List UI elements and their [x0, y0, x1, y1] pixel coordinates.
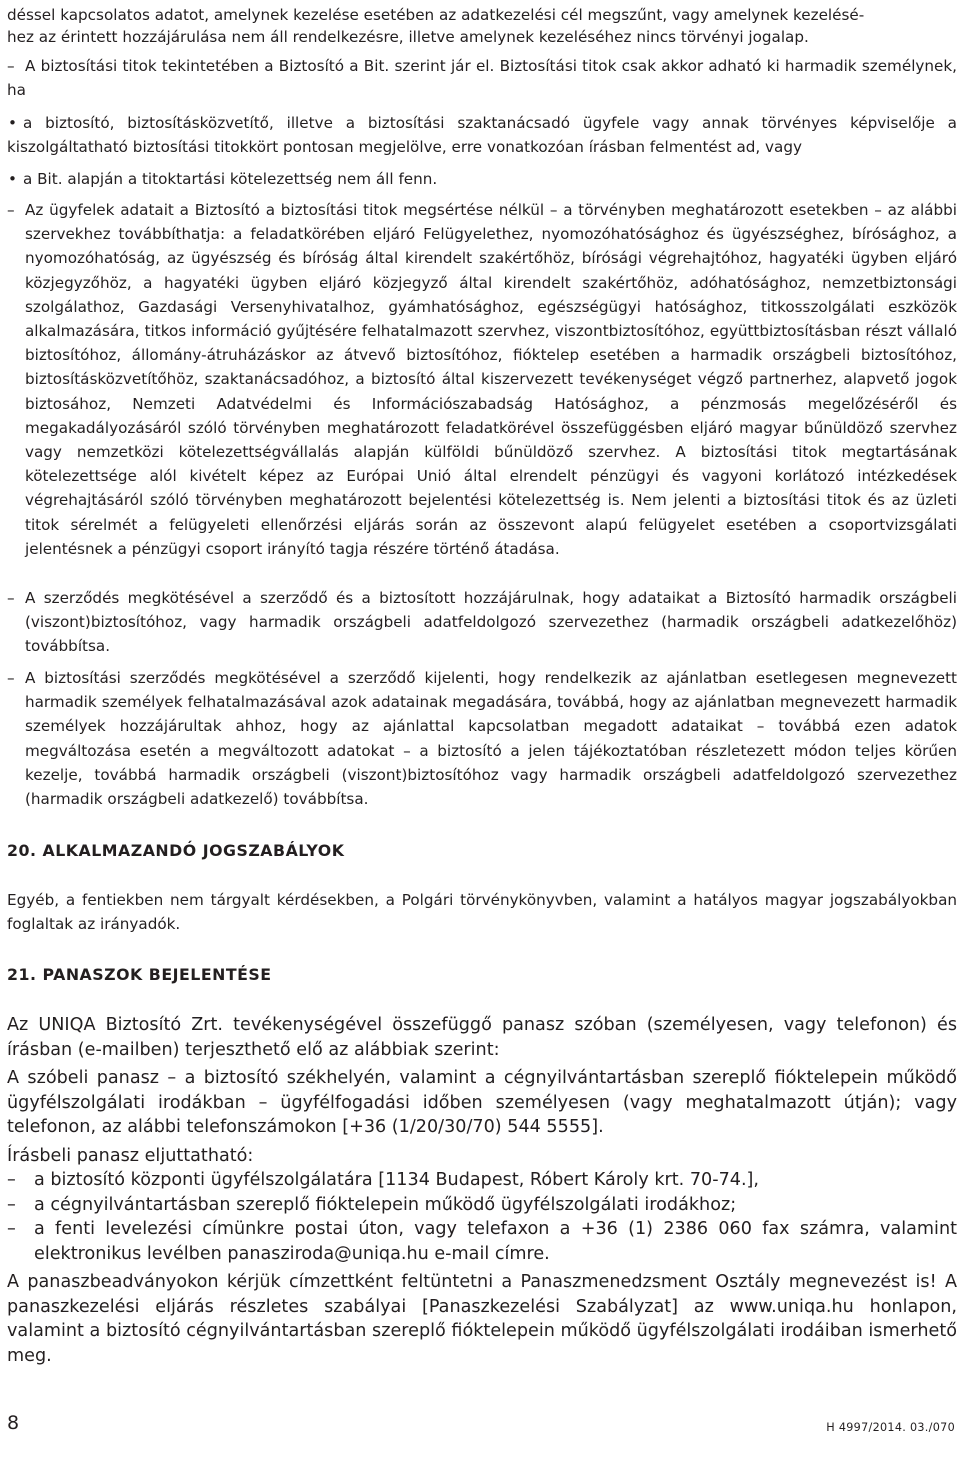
written-item-text: a cégnyilvántartásban szereplő fióktelepein működő ügyfélszolgálati irodákhoz;: [34, 1194, 737, 1215]
intro-line-2: hez az érintett hozzájárulása nem áll rendelkezésre, illetve amelynek kezeléséhez nincs törvényi jogalap.: [7, 28, 809, 46]
secret-bullet-2: [7, 167, 957, 191]
dash-mark: –: [7, 1194, 16, 1215]
written-item-1: [7, 1168, 957, 1193]
transfer-item-3: [7, 666, 957, 811]
written-complaint-label: Írásbeli panasz eljuttatható:: [7, 1145, 254, 1166]
dash-mark: –: [7, 1170, 16, 1190]
bullet-mark: •: [8, 170, 17, 188]
written-item-text: a biztosító központi ügyfélszolgálatára [1134 Budapest, Róbert Károly krt. 70-74.],: [34, 1170, 760, 1190]
dash-mark: –: [7, 201, 15, 219]
written-item-3: [7, 1217, 957, 1266]
transfer-text: A szerződés megkötésével a szerződő és a biztosított hozzájárulnak, hogy adataikat a Biztosító harmadik országbeli (viszont)biztosítóhoz, vagy harmadik országbeli adatfeldolgozó szervezethez (harmadik országbeli adatkezelőhöz) továbbítsa.: [25, 589, 957, 656]
complaints-rules: A panaszbeadványokon kérjük címzettként feltüntetni a Panaszmenedzsment Osztály megnevezést is! A panaszkezelési eljárás részletes szabályai [Panaszkezelési Szabályzat] az www.uniqa.hu honlapon, valamint a biztosító cégnyilvántartásban szereplő fióktelepein működő ügyfélszolgálati irodáiban ismerhető meg.: [7, 1272, 957, 1366]
secret-text: A biztosítási titok tekintetében a Biztosító a Bit. szerint jár el. Biztosítási titok csak akkor adható ki harmadik személynek, ha: [7, 57, 957, 100]
document-code: H 4997/2014. 03./070: [826, 1421, 955, 1434]
bullet-text: a biztosító, biztosításközvetítő, illetve a biztosítási szaktanácsadó ügyfele vagy annak törvényes képviselője a kiszolgáltatható biztosítási titokkört pontosan megjelölve, erre vonatkozóan írásban felmentést ad, vagy: [7, 114, 957, 157]
transfer-item-2: [7, 586, 957, 659]
dash-mark: –: [7, 669, 15, 687]
secret-bullet-1: [7, 111, 957, 159]
intro-line-1: déssel kapcsolatos adatot, amelynek kezelése esetében az adatkezelési cél megszűnt, vagy amelynek kezelésé-: [7, 6, 865, 24]
transfer-item-1: [7, 198, 957, 561]
page-number: 8: [7, 1412, 20, 1434]
dash-mark: –: [7, 1219, 16, 1239]
dash-mark: –: [7, 589, 15, 607]
complaints-body: [7, 1013, 957, 1368]
dash-mark: –: [7, 57, 15, 75]
secret-paragraph: [7, 54, 957, 102]
transfer-text: Az ügyfelek adatait a Biztosító a biztosítási titok megsértése nélkül – a törvényben meghatározott esetekben – az alábbi szervekhez továbbíthatja: a feladatkörében eljáró Felügyelethez, nyomozóhatósághoz és ügyészséghez, bírósághoz, a nyomozóhatóság, az ügyészség és bíróság által kirendelt szakértőhöz, bírósági végrehajtóhoz, hagyatéki ügyben eljáró közjegyzőhöz, a hagyatéki ügyben eljáró közjegyző által kirendelt szakértőhöz, adóhatósághoz, nemzetbiztonsági szolgálathoz, Gazdasági Versenyhivatalhoz, gyámhatósághoz, egészségügyi hatósághoz, titkosszolgálati eszközök alkalmazására, titkos információ gyűjtésére felhatalmazott szervhez, viszontbiztosítóhoz, együttbiztosításban részt vállaló biztosítóhoz, állomány-átruházáskor az átvevő biztosítóhoz, fióktelep esetében a harmadik országbeli biztosítóhoz, biztosításközvetítőhöz, szaktanácsadóhoz, a biztosító által kiszervezett tevékenységet végző partnerhez, alapvető jogok biztosához, Nemzeti Adatvédelmi és Információszabadság Hatósághoz, a pénzmosás megelőzéséről és megakadályozásáról szóló törvényben meghatározott feladatkörével összefüggésben eljáró magyar bűnüldöző szervhez vagy nemzetközi kötelezettségvállalás alapján külföldi bűnüldöző szervhez. A biztosítási titok megtartásának kötelezettsége alól kivételt képez az Európai Unió által elrendelt pénzügyi és vagyoni korlátozó intézkedések végrehajtásáról szóló törvényben meghatározott bejelentési kötelezettség is. Nem jelenti a biztosítási titok és az üzleti titok sérelmét a felügyeleti ellenőrzési eljárás során az összevont alapú felügyelet esetében a csoportvizsgálati jelentésnek a pénzügyi csoport irányító tagja részére történő átadása.: [25, 201, 957, 558]
transfer-text: A biztosítási szerződés megkötésével a szerződő kijelenti, hogy rendelkezik az ajánlatban esetlegesen megnevezett harmadik személyek felhatalmazásával azok adatainak megadására, továbbá, hogy az ajánlatban megnevezett harmadik személyek hozzájárultak ahhoz, hogy az ajánlattal kapcsolatban megadott adataikat – továbbá ezen adatok megváltozása esetén a megváltozott adatokat – a biztosító a jelen tájékoztatóban részletezett módon teljes körűen kezelje, továbbá harmadik országbeli (viszont)biztosítóhoz vagy harmadik országbeli adatfeldolgozó szervezethez (harmadik országbeli adatkezelő) továbbítsa.: [25, 669, 957, 809]
written-item-text: a fenti levelezési címünkre postai úton, vagy telefaxon a +36 (1) 2386 060 fax számra, valamint elektronikus levélben panasziroda@uniqa.hu e-mail címre.: [34, 1219, 957, 1264]
section-21-title: 21. PANASZOK BEJELENTÉSE: [7, 965, 272, 984]
section-20-title: 20. ALKALMAZANDÓ JOGSZABÁLYOK: [7, 841, 345, 860]
complaints-intro: Az UNIQA Biztosító Zrt. tevékenységével összefüggő panasz szóban (személyesen, vagy telefonon) és írásban (e-mailben) terjeszthető elő az alábbiak szerint:: [7, 1015, 957, 1060]
section-20-text: Egyéb, a fentiekben nem tárgyalt kérdésekben, a Polgári törvénykönyvben, valamint a hatályos magyar jogszabályokban foglaltak az irányadók.: [7, 891, 957, 934]
written-item-2: [7, 1193, 957, 1218]
bullet-text: a Bit. alapján a titoktartási kötelezettség nem áll fenn.: [23, 170, 438, 188]
oral-complaint: A szóbeli panasz – a biztosító székhelyén, valamint a cégnyilvántartásban szereplő fióktelepein működő ügyfélszolgálati irodákban – ügyfélfogadási időben személyesen (vagy meghatalmazott útján); vagy telefonon, az alábbi telefonszámokon [+36 (1/20/30/70) 544 5555].: [7, 1068, 957, 1137]
bullet-mark: •: [8, 114, 17, 132]
